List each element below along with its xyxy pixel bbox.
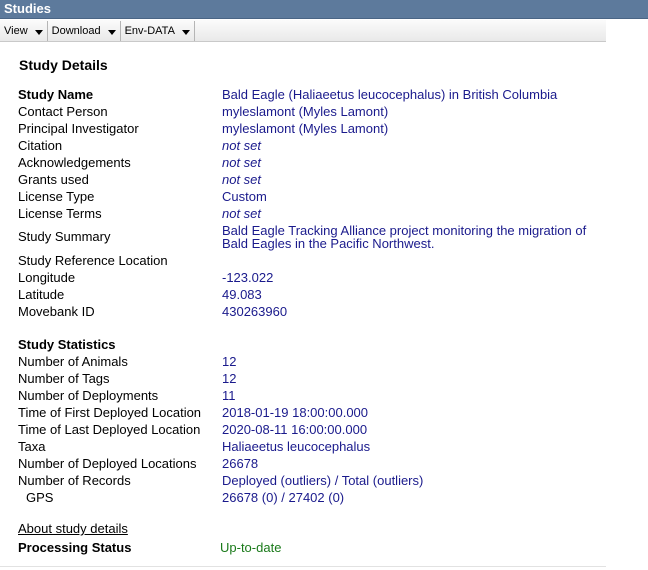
detail-label: License Type (18, 189, 95, 204)
stat-value: 26678 (222, 456, 259, 471)
detail-label: License Terms (18, 206, 102, 221)
detail-label: Study Reference Location (18, 253, 168, 268)
chevron-down-icon (108, 30, 116, 35)
about-study-details-link[interactable]: About study details (18, 521, 128, 536)
stat-value: 12 (222, 371, 237, 386)
stat-label: Taxa (18, 439, 46, 454)
detail-value: myleslamont (Myles Lamont) (222, 104, 389, 119)
detail-value: not set (222, 206, 262, 221)
stat-value: 26678 (0) / 27402 (0) (222, 490, 345, 505)
stat-label: Number of Records (18, 473, 131, 488)
detail-label: Latitude (18, 287, 65, 302)
stat-label: Time of Last Deployed Location (18, 422, 201, 437)
processing-status-value: Up-to-date (220, 540, 282, 555)
chevron-down-icon (35, 30, 43, 35)
detail-label: Longitude (18, 270, 76, 285)
detail-value: not set (222, 155, 262, 170)
detail-label: Study Name (18, 87, 94, 102)
chevron-down-icon (182, 30, 190, 35)
detail-value: 49.083 (222, 287, 262, 302)
stat-label: Time of First Deployed Location (18, 405, 202, 420)
detail-value: not set (222, 172, 262, 187)
detail-value: Custom (222, 189, 267, 204)
download-menu-label: Download (51, 24, 101, 37)
env-data-menu-label: Env-DATA (124, 24, 175, 37)
study-statistics-title: Study Statistics (18, 337, 116, 352)
study-details-title: Study Details (19, 57, 108, 73)
stat-label: Number of Deployed Locations (18, 456, 197, 471)
window-title: Studies (0, 0, 648, 19)
toolbar (0, 20, 606, 42)
stat-label: Number of Tags (18, 371, 110, 386)
stat-value: 12 (222, 354, 237, 369)
detail-label: Study Summary (18, 229, 111, 244)
detail-value: -123.022 (222, 270, 274, 285)
detail-label: Grants used (18, 172, 89, 187)
stat-value: 2018-01-19 18:00:00.000 (222, 405, 369, 420)
stat-label: GPS (26, 490, 54, 505)
stat-label: Number of Animals (18, 354, 128, 369)
detail-label: Citation (18, 138, 63, 153)
view-menu-button[interactable] (0, 21, 48, 41)
detail-value: Bald Eagle Tracking Alliance project monitoring the migration of Bald Eagles in the Pacific Northwest. (222, 223, 587, 251)
detail-label: Acknowledgements (18, 155, 131, 170)
download-menu-button[interactable] (48, 21, 121, 41)
detail-label: Contact Person (18, 104, 108, 119)
processing-status-label: Processing Status (18, 540, 132, 555)
stat-value: 2020-08-11 16:00:00.000 (222, 422, 368, 437)
divider (0, 566, 606, 567)
stat-label: Number of Deployments (18, 388, 159, 403)
stat-value: Deployed (outliers) / Total (outliers) (222, 473, 424, 488)
view-menu-label: View (4, 24, 28, 37)
env-data-menu-button[interactable] (121, 21, 195, 41)
detail-value: 430263960 (222, 304, 288, 319)
detail-value: not set (222, 138, 262, 153)
right-margin (606, 20, 648, 570)
detail-label: Principal Investigator (18, 121, 139, 136)
detail-value: myleslamont (Myles Lamont) (222, 121, 389, 136)
detail-label: Movebank ID (18, 304, 95, 319)
stat-value: 11 (222, 388, 236, 403)
stat-value: Haliaeetus leucocephalus (222, 439, 371, 454)
detail-value: Bald Eagle (Haliaeetus leucocephalus) in British Columbia (222, 87, 558, 102)
